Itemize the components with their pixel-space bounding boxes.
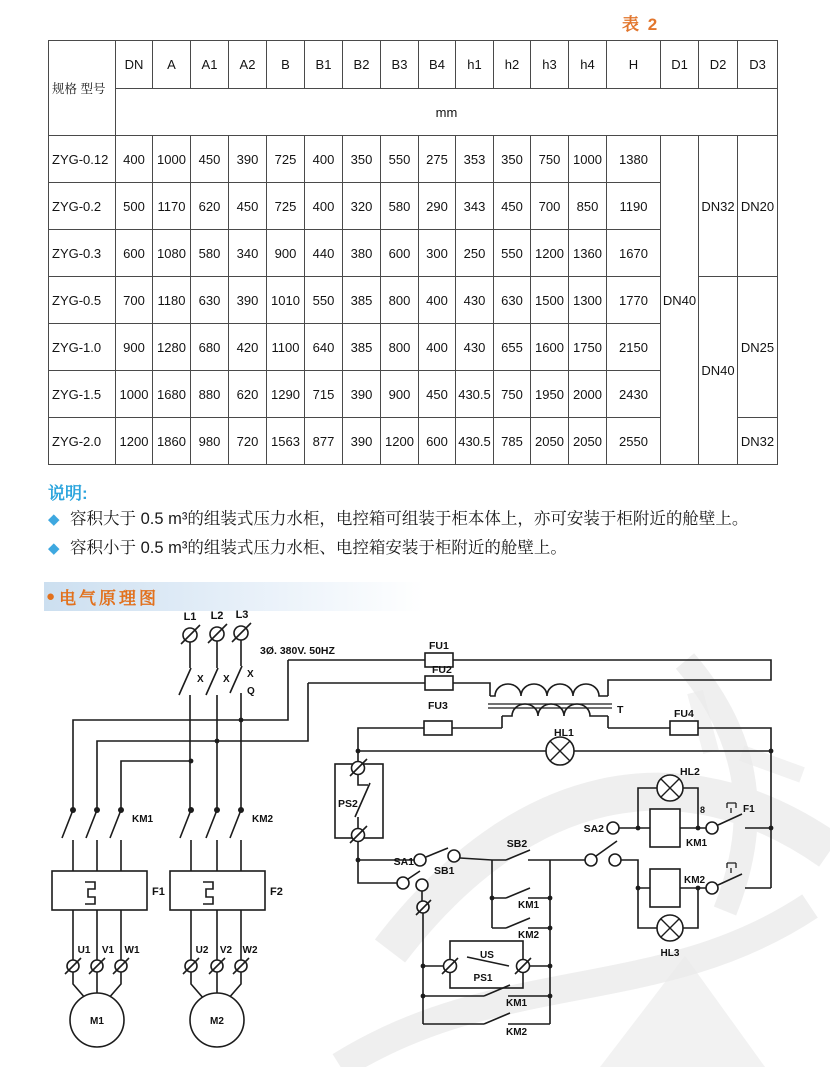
model-cell: ZYG-1.5 <box>49 371 116 418</box>
value-cell: 1860 <box>153 418 191 465</box>
label-fu3: FU3 <box>428 700 448 712</box>
label-hl3: HL3 <box>660 948 680 959</box>
label-km1-main: KM1 <box>132 814 154 825</box>
value-cell: 850 <box>569 183 607 230</box>
label-sa1: SA1 <box>393 856 414 868</box>
value-cell: 800 <box>381 324 419 371</box>
value-cell: 1200 <box>116 418 153 465</box>
note-text: 容积大于 0.5 m³的组装式压力水柜，电控箱可组装于柜本体上，亦可安装于柜附近的舱壁上。 <box>70 510 749 528</box>
label-ps2: PS2 <box>338 798 358 810</box>
label-l1: L1 <box>183 611 197 623</box>
label-fu1: FU1 <box>429 640 449 652</box>
label-us: US <box>480 950 494 961</box>
label-q: Q <box>247 686 255 697</box>
value-cell: 430.5 <box>456 418 494 465</box>
row-header-model: 规格 型号 <box>49 41 116 136</box>
value-cell: 2050 <box>569 418 607 465</box>
pipe-size-cell: DN20 <box>738 136 778 277</box>
column-header: D1 <box>661 41 699 89</box>
value-cell: 385 <box>343 324 381 371</box>
table-body <box>49 136 778 465</box>
label-x3: X <box>247 669 254 680</box>
circle-bullet-icon: ● <box>46 588 56 605</box>
value-cell: 350 <box>494 136 531 183</box>
value-cell: 430.5 <box>456 371 494 418</box>
pipe-size-cell: DN32 <box>699 136 738 277</box>
column-header: h4 <box>569 41 607 89</box>
pipe-size-cell: DN40 <box>699 277 738 465</box>
value-cell: 800 <box>381 277 419 324</box>
label-km1-latch: KM1 <box>518 900 540 911</box>
column-header: H <box>607 41 661 89</box>
label-km2-latch: KM2 <box>518 930 540 941</box>
note-text: 容积小于 0.5 m³的组装式压力水柜、电控箱安装于柜附近的舱壁上。 <box>70 538 567 557</box>
value-cell: 2430 <box>607 371 661 418</box>
value-cell: 750 <box>531 136 569 183</box>
value-cell: 750 <box>494 371 531 418</box>
value-cell: 1280 <box>153 324 191 371</box>
label-u1: U1 <box>77 945 91 956</box>
value-cell: 2550 <box>607 418 661 465</box>
value-cell: 1670 <box>607 230 661 277</box>
table-caption: 表 2 <box>622 15 660 34</box>
value-cell: 980 <box>191 418 229 465</box>
label-km2-coil: KM2 <box>684 875 706 886</box>
value-cell: 450 <box>229 183 267 230</box>
value-cell: 275 <box>419 136 456 183</box>
value-cell: 900 <box>381 371 419 418</box>
label-t: T <box>617 704 624 716</box>
electrical-schematic <box>40 606 830 1067</box>
value-cell: 430 <box>456 324 494 371</box>
value-cell: 2150 <box>607 324 661 371</box>
column-header: B4 <box>419 41 456 89</box>
label-w1: W1 <box>124 945 140 956</box>
column-header: h3 <box>531 41 569 89</box>
note-item <box>48 509 790 531</box>
overload-f1 <box>52 871 147 910</box>
value-cell: 343 <box>456 183 494 230</box>
fuse-fu3 <box>424 721 452 735</box>
column-header: B2 <box>343 41 381 89</box>
value-cell: 250 <box>456 230 494 277</box>
label-x2: X <box>223 674 230 685</box>
value-cell: 390 <box>229 136 267 183</box>
label-f2: F2 <box>270 886 283 898</box>
value-cell: 290 <box>419 183 456 230</box>
model-cell: ZYG-1.0 <box>49 324 116 371</box>
value-cell: 640 <box>305 324 343 371</box>
label-km2-main: KM2 <box>252 814 274 825</box>
label-m2: M2 <box>210 1016 224 1027</box>
column-header: A1 <box>191 41 229 89</box>
value-cell: 600 <box>381 230 419 277</box>
value-cell: 580 <box>381 183 419 230</box>
value-cell: 340 <box>229 230 267 277</box>
label-l3: L3 <box>235 609 249 621</box>
column-header: A <box>153 41 191 89</box>
label-l2: L2 <box>210 610 224 622</box>
value-cell: 390 <box>229 277 267 324</box>
disconnect-switch <box>179 640 242 810</box>
label-v2: V2 <box>219 945 233 956</box>
label-hl1: HL1 <box>554 727 574 739</box>
table-head <box>49 41 778 136</box>
value-cell: 440 <box>305 230 343 277</box>
value-cell: 1170 <box>153 183 191 230</box>
diamond-bullet-icon: ◆ <box>48 539 60 557</box>
value-cell: 1290 <box>267 371 305 418</box>
column-header: DN <box>116 41 153 89</box>
label-fu2: FU2 <box>432 664 452 676</box>
value-cell: 400 <box>305 136 343 183</box>
value-cell: 390 <box>343 371 381 418</box>
value-cell: 550 <box>381 136 419 183</box>
notes-title: 说明: <box>48 484 88 503</box>
column-header: B <box>267 41 305 89</box>
value-cell: 1770 <box>607 277 661 324</box>
value-cell: 1950 <box>531 371 569 418</box>
value-cell: 630 <box>494 277 531 324</box>
km1-main-contacts <box>62 810 121 871</box>
value-cell: 550 <box>494 230 531 277</box>
value-cell: 400 <box>116 136 153 183</box>
column-header: h1 <box>456 41 494 89</box>
value-cell: 700 <box>531 183 569 230</box>
pipe-size-cell: DN40 <box>661 136 699 465</box>
value-cell: 620 <box>229 371 267 418</box>
value-cell: 600 <box>419 418 456 465</box>
value-cell: 785 <box>494 418 531 465</box>
value-cell: 725 <box>267 136 305 183</box>
section-title: 电气原理图 <box>59 589 160 608</box>
value-cell: 390 <box>343 418 381 465</box>
value-cell: 450 <box>419 371 456 418</box>
value-cell: 1200 <box>381 418 419 465</box>
fuse-fu2 <box>425 676 453 690</box>
value-cell: 1000 <box>116 371 153 418</box>
label-f1-contact: F1 <box>743 804 755 815</box>
model-cell: ZYG-2.0 <box>49 418 116 465</box>
label-fu4: FU4 <box>674 708 694 720</box>
value-cell: 1500 <box>531 277 569 324</box>
value-cell: 1200 <box>531 230 569 277</box>
value-cell: 400 <box>305 183 343 230</box>
column-header: h2 <box>494 41 531 89</box>
value-cell: 2050 <box>531 418 569 465</box>
value-cell: 1010 <box>267 277 305 324</box>
label-sb2: SB2 <box>506 838 528 850</box>
value-cell: 2000 <box>569 371 607 418</box>
value-cell: 880 <box>191 371 229 418</box>
value-cell: 350 <box>343 136 381 183</box>
notes-section <box>48 479 790 567</box>
value-cell: 450 <box>191 136 229 183</box>
value-cell: 430 <box>456 277 494 324</box>
value-cell: 725 <box>267 183 305 230</box>
diamond-bullet-icon: ◆ <box>48 511 60 528</box>
value-cell: 877 <box>305 418 343 465</box>
value-cell: 1080 <box>153 230 191 277</box>
column-header: B3 <box>381 41 419 89</box>
value-cell: 1000 <box>153 136 191 183</box>
value-cell: 620 <box>191 183 229 230</box>
value-cell: 1100 <box>267 324 305 371</box>
value-cell: 580 <box>191 230 229 277</box>
model-cell: ZYG-0.3 <box>49 230 116 277</box>
value-cell: 380 <box>343 230 381 277</box>
value-cell: 1180 <box>153 277 191 324</box>
value-cell: 420 <box>229 324 267 371</box>
label-km1-lower: KM1 <box>506 998 528 1009</box>
value-cell: 1380 <box>607 136 661 183</box>
value-cell: 1563 <box>267 418 305 465</box>
label-sa2: SA2 <box>583 823 604 835</box>
value-cell: 715 <box>305 371 343 418</box>
value-cell: 900 <box>116 324 153 371</box>
label-f1: F1 <box>152 886 165 898</box>
column-header: B1 <box>305 41 343 89</box>
km2-main-contacts <box>180 810 241 871</box>
model-cell: ZYG-0.5 <box>49 277 116 324</box>
label-w2: W2 <box>242 945 258 956</box>
column-header: D3 <box>738 41 778 89</box>
label-v1: V1 <box>101 945 115 956</box>
table-row <box>49 136 778 183</box>
unit-cell: mm <box>116 89 778 136</box>
value-cell: 400 <box>419 324 456 371</box>
label-sb1: SB1 <box>434 865 455 877</box>
column-header: D2 <box>699 41 738 89</box>
value-cell: 630 <box>191 277 229 324</box>
label-hl2: HL2 <box>680 766 700 778</box>
label-8: 8 <box>700 805 706 815</box>
overload-f2 <box>170 871 265 910</box>
label-m1: M1 <box>90 1016 104 1027</box>
value-cell: 385 <box>343 277 381 324</box>
value-cell: 1190 <box>607 183 661 230</box>
fuse-fu4 <box>670 721 698 735</box>
transformer-symbol <box>488 684 612 728</box>
value-cell: 900 <box>267 230 305 277</box>
label-km1-coil: KM1 <box>686 838 708 849</box>
value-cell: 320 <box>343 183 381 230</box>
column-header: A2 <box>229 41 267 89</box>
label-x1: X <box>197 674 204 685</box>
model-cell: ZYG-0.2 <box>49 183 116 230</box>
value-cell: 400 <box>419 277 456 324</box>
value-cell: 1360 <box>569 230 607 277</box>
pipe-size-cell: DN25 <box>738 277 778 418</box>
value-cell: 680 <box>191 324 229 371</box>
value-cell: 655 <box>494 324 531 371</box>
label-u2: U2 <box>195 945 209 956</box>
value-cell: 1000 <box>569 136 607 183</box>
value-cell: 600 <box>116 230 153 277</box>
value-cell: 550 <box>305 277 343 324</box>
value-cell: 700 <box>116 277 153 324</box>
model-cell: ZYG-0.12 <box>49 136 116 183</box>
note-item <box>48 538 790 560</box>
value-cell: 1300 <box>569 277 607 324</box>
label-km2-lower: KM2 <box>506 1027 528 1038</box>
value-cell: 1600 <box>531 324 569 371</box>
value-cell: 450 <box>494 183 531 230</box>
value-cell: 1680 <box>153 371 191 418</box>
label-ps1: PS1 <box>473 973 493 984</box>
value-cell: 500 <box>116 183 153 230</box>
label-power: 3Ø. 380V. 50HZ <box>260 645 335 657</box>
value-cell: 1750 <box>569 324 607 371</box>
dimension-table <box>48 40 778 465</box>
value-cell: 720 <box>229 418 267 465</box>
value-cell: 300 <box>419 230 456 277</box>
pipe-size-cell: DN32 <box>738 418 778 465</box>
value-cell: 353 <box>456 136 494 183</box>
